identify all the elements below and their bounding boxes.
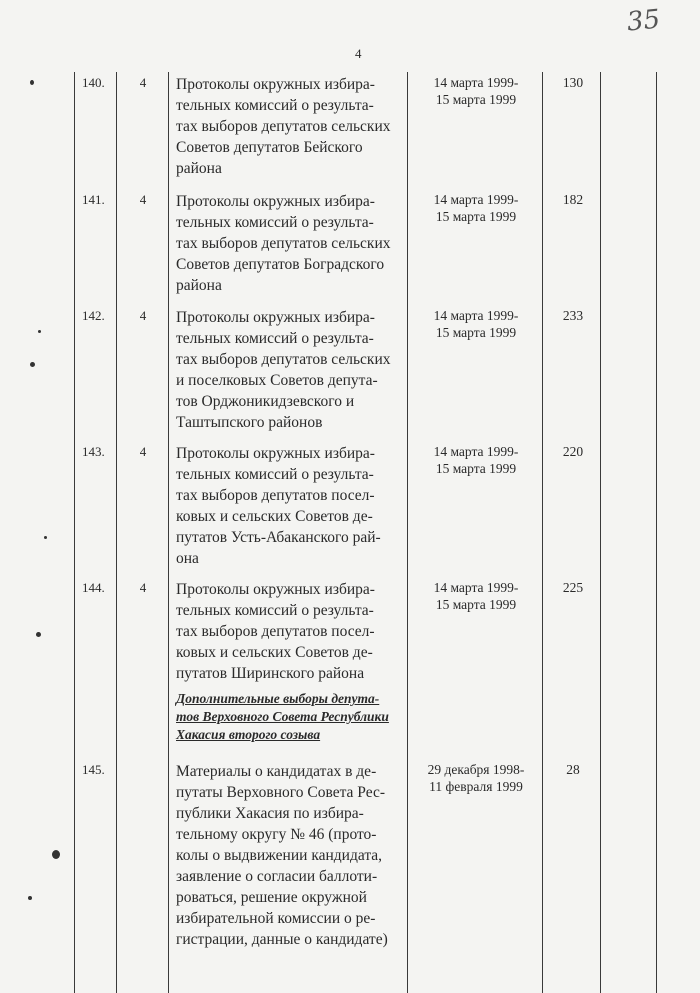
row-number: 143.	[82, 444, 105, 459]
binding-hole	[44, 536, 47, 539]
row-dates: 14 марта 1999- 15 марта 1999	[433, 192, 519, 224]
row-number: 140.	[82, 75, 105, 90]
binding-hole	[52, 850, 60, 859]
row-title: Протоколы окружных избира- тельных комиссий о результа- тах выборов депутатов сельских Советов депутатов Бейского района	[176, 76, 391, 177]
table-column-rule	[656, 72, 657, 993]
row-dates: 14 марта 1999- 15 марта 1999	[433, 308, 519, 340]
binding-hole	[38, 330, 41, 333]
sheet-count: 220	[562, 444, 584, 459]
table-column-rule	[542, 72, 543, 993]
volume-number: 4	[139, 580, 147, 595]
binding-hole	[28, 896, 32, 900]
binding-hole	[30, 80, 34, 85]
row-number: 141.	[82, 192, 105, 207]
row-title: Протоколы окружных избира- тельных комиссий о результа- тах выборов депутатов сельских Советов депутатов Боградского района	[176, 193, 391, 294]
table-column-rule	[407, 72, 408, 993]
row-number: 144.	[82, 580, 105, 595]
binding-hole	[36, 632, 41, 637]
row-title: Протоколы окружных избира- тельных комиссий о результа- тах выборов депутатов посел- ковых и сельских Советов де- путатов Ширинского района	[176, 581, 375, 682]
row-number: 142.	[82, 308, 105, 323]
binding-hole	[30, 362, 35, 367]
volume-number: 4	[139, 75, 147, 90]
row-dates: 14 марта 1999- 15 марта 1999	[433, 75, 519, 107]
row-title: Протоколы окружных избира- тельных комиссий о результа- тах выборов депутатов сельских и поселковых Советов депута- тов Орджоникидзевского и Таштыпского районов	[176, 309, 391, 431]
sheet-count: 28	[566, 762, 580, 777]
section-heading: Дополнительные выборы депута- тов Верховного Совета Республики Хакасия второго созыва	[176, 691, 389, 742]
sheet-count: 233	[562, 308, 584, 323]
sheet-count: 182	[562, 192, 584, 207]
table-column-rule	[600, 72, 601, 993]
volume-number: 4	[139, 192, 147, 207]
volume-number: 4	[139, 308, 147, 323]
row-title: Протоколы окружных избира- тельных комиссий о результа- тах выборов депутатов посел- ковых и сельских Советов де- путатов Усть-Абаканского рай- она	[176, 445, 381, 567]
row-dates: 14 марта 1999- 15 марта 1999	[433, 444, 519, 476]
table-column-rule	[168, 72, 169, 993]
handwritten-sheet-number: 35	[625, 4, 662, 38]
page-number: 4	[355, 46, 362, 61]
row-dates: 29 декабря 1998- 11 февраля 1999	[427, 762, 525, 794]
table-column-rule	[116, 72, 117, 993]
row-number: 145.	[82, 762, 105, 777]
table-column-rule	[74, 72, 75, 993]
sheet-count: 130	[562, 75, 584, 90]
sheet-count: 225	[562, 580, 584, 595]
volume-number: 4	[139, 444, 147, 459]
row-title: Материалы о кандидатах в де- путаты Верховного Совета Рес- публики Хакасия по избира- тельному округу № 46 (прото- колы о выдвижении кандидата, заявление о согласии баллоти- роваться, решение окружной избирательной комиссии о ре- гистрации, данные о кандидате)	[176, 763, 388, 948]
row-dates: 14 марта 1999- 15 марта 1999	[433, 580, 519, 612]
